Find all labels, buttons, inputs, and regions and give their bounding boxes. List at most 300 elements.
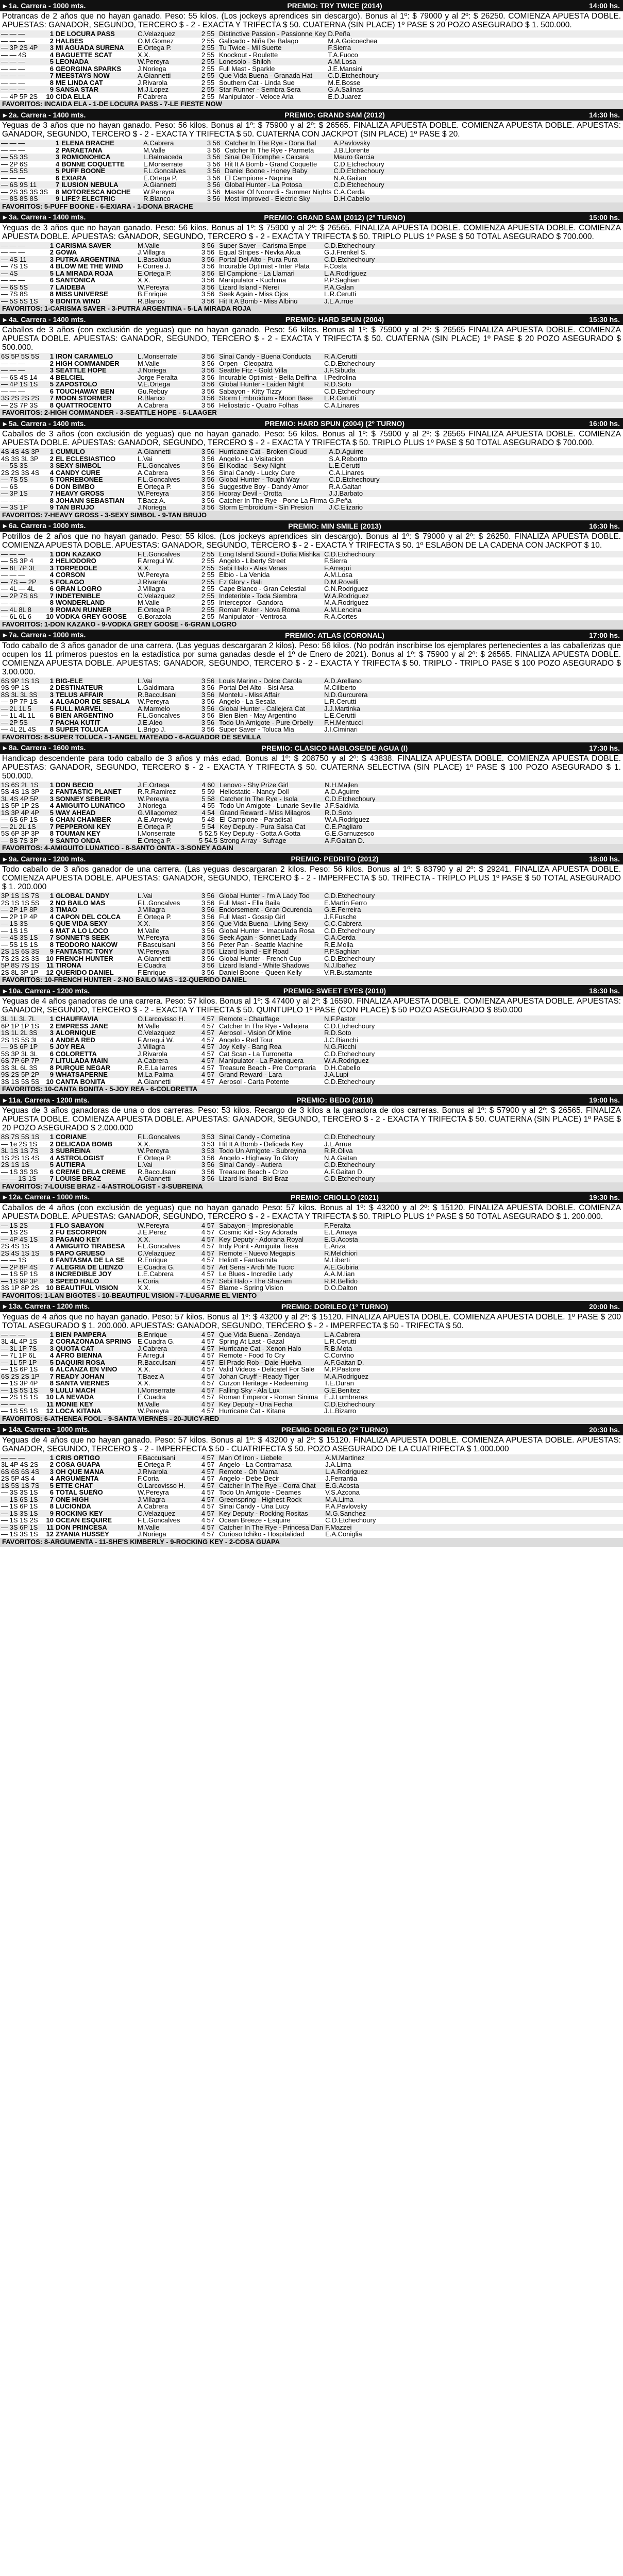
entry-age-weight: 3 56 (198, 367, 218, 374)
table-row (0, 1489, 623, 1496)
table-row (0, 462, 623, 469)
entry-jockey: I.Monserrate (137, 1387, 198, 1394)
entry-jockey: J.Rivarola (137, 1468, 198, 1476)
entry-trainer: R.D.Soto (323, 1029, 623, 1037)
entry-trainer: P.A.Pavlovsky (325, 1503, 367, 1510)
entry-pedigree: Curzon Heritage - Redeeming (219, 1380, 308, 1387)
race-conditions: Caballos de 4 años (con exclusión de yeguas) que no hayan ganado Peso: 57 kilos. Bonus al 1º: $ 43200 y al 2º: $ 15120. FINALIZA APUESTA DOBLE. COMIENZA APUESTA DOBLE. APUESTAS: GANADOR, SEGUNDO, TERCERO $ - 2 - EXACTA Y TRIFECTA $ 50. TRIPLO PLUS 1º PASE $ 50 TOTAL ASEGURADO $ 1. 200.000. (2, 1203, 621, 1221)
entry-age-weight: 4 57 (198, 1264, 218, 1271)
entry-recent-form: — 2S 7P 3S (1, 401, 38, 409)
entry-pedigree: Angelo - La Contramasa (219, 1461, 292, 1468)
table-row (0, 782, 623, 789)
entry-jockey: A.Marmelo (137, 705, 198, 713)
entry-horse: CIDA ELLA (56, 93, 91, 100)
entry-number: 9 (43, 298, 55, 305)
entry-jockey: W.Pereyra (137, 284, 198, 291)
entry-trainer: C.D.Etchechoury (323, 256, 623, 263)
entry-number: 2 (49, 1229, 54, 1236)
entry-horse: ELENA BRACHE (60, 140, 142, 147)
entry-horse: TIRONA (55, 962, 137, 969)
entry-horse: ROMIONOHICA (60, 154, 142, 161)
entry-age-weight: 5 59 (201, 788, 215, 795)
entry-trainer: C.D.Etchechoury (323, 1161, 623, 1168)
table-row (0, 837, 623, 844)
entry-age-weight: 3 56 (201, 927, 215, 934)
entry-age-weight: 4 57 (198, 1043, 218, 1050)
entry-age-weight: 5 58 (198, 795, 218, 803)
entry-number: 12 (46, 969, 54, 976)
entry-horse: ONE HIGH (55, 1496, 137, 1503)
entry-horse: TOTAL SUEÑO (56, 1489, 103, 1496)
race-number: ▸ 11a. Carrera - 1200 mts. (3, 1095, 90, 1104)
entry-jockey: C.Velazquez (137, 1510, 198, 1517)
entry-horse: CREME DELA CREME (56, 1168, 126, 1175)
entry-horse: QUERIDO DANIEL (56, 969, 114, 976)
entry-age-weight: 3 56 (201, 969, 215, 976)
entry-pedigree: Ez Glory - Bali (218, 579, 323, 586)
entry-recent-form: — 2L 1L 5 (0, 705, 43, 713)
entry-age-weight: 2 55 (201, 599, 215, 606)
entry-recent-form: — 7S 5S (0, 476, 43, 483)
entry-horse: BEAUTIFUL VISION (56, 1284, 119, 1292)
table-row (0, 469, 623, 477)
entry-pedigree: Man Of Iron - Liebele (218, 1454, 324, 1462)
entry-recent-form: — 1S 1S (1, 927, 28, 934)
entry-horse: PACHA KUTIT (55, 719, 137, 726)
entry-age-weight: 3 56 (198, 270, 218, 277)
entry-age-weight: 4 57 (198, 1222, 218, 1229)
entry-pedigree: Que Vida Buena - Living Sexy (218, 920, 323, 927)
entry-number: 7 (43, 1175, 55, 1182)
entry-number: 1 (43, 677, 55, 685)
entry-jockey: F.L.Goncalves (138, 1243, 180, 1250)
entry-recent-form: — 4P 1S 1S (0, 381, 43, 388)
entry-horse: BIG-ELE (55, 677, 137, 685)
entry-recent-form: — — — (0, 367, 43, 374)
entry-jockey: X.X. (138, 51, 150, 58)
entry-recent-form: 4S 3S 3L 3P (1, 455, 39, 462)
entry-number: 9 (43, 837, 55, 844)
entry-number: 1 (43, 1331, 55, 1338)
entry-number: 5 (43, 1250, 55, 1257)
entries-table (0, 448, 623, 511)
entry-number: 5 (43, 579, 55, 586)
entry-jockey: F.Cabrera (138, 93, 167, 100)
entry-jockey: L.Vai (137, 1161, 198, 1168)
entry-horse: ROMAN RUNNER (55, 606, 137, 614)
entry-age-weight: 2 55 (201, 613, 215, 620)
entry-age-weight: 3 53 (198, 1147, 218, 1155)
entry-horse: MOTORESCA NOCHE (61, 188, 131, 195)
favorites-line: FAVORITOS: 1-DON KAZAKO - 9-VODKA GREY GOOSE - 6-GRAN LOGRO (0, 620, 623, 630)
entry-number: 3 (43, 367, 55, 374)
race-header (0, 520, 623, 532)
entry-trainer: F.Peralta (323, 1222, 623, 1229)
entry-age-weight: 3 56 (201, 726, 215, 733)
race-prize: PREMIO: GRAND SAM (2012) (2º TURNO) (264, 213, 406, 222)
entry-horse: DON KAZAKO (55, 551, 137, 558)
race-time: 15:30 hs. (589, 315, 620, 324)
entry-horse: BIEN ARGENTINO (56, 712, 114, 719)
entry-age-weight: 4 57 (198, 1278, 218, 1285)
entry-age-weight: 5 54.5 (199, 837, 218, 844)
entry-pedigree: Art Sena - Arch Me Tucrc (218, 1264, 323, 1271)
entry-jockey: T.Bacz A. (138, 497, 166, 504)
entry-number: 1 (43, 551, 55, 558)
entry-horse: SONNET'S SEEK (55, 934, 137, 941)
entry-jockey: W.Pereyra (138, 1489, 169, 1496)
entry-jockey: F.L.Goncalves (138, 1517, 180, 1524)
entry-recent-form: — 1S 2S (1, 1229, 28, 1236)
entry-horse: LEONADA (55, 58, 137, 65)
entry-age-weight: 4 57 (201, 1243, 215, 1250)
race-number: ▸ 13a. Carrera - 1200 mts. (3, 1302, 90, 1310)
entry-age-weight: 4 57 (198, 1454, 218, 1462)
entry-number: 4 (49, 1154, 54, 1161)
race-time: 14:00 hs. (589, 2, 620, 10)
entry-recent-form: — — — (0, 86, 43, 93)
entry-jockey: Gu.Rebuy (138, 387, 168, 395)
entry-trainer: A.M.Losa (327, 58, 623, 65)
favorites-line: FAVORITOS: 7-LOUISE BRAZ - 4-ASTROLOGIST - 3-SUBREINA (0, 1182, 623, 1192)
entry-pedigree: Que Vida Buena - Zendaya (218, 1331, 323, 1338)
table-row (0, 189, 623, 196)
entry-horse: LITULADA MAIN (55, 1057, 137, 1064)
table-row (0, 291, 623, 298)
entry-recent-form: — — 1S (1, 1257, 27, 1264)
table-row (0, 58, 623, 65)
table-row (0, 906, 623, 913)
entry-horse: FANTASMA DE LA SE (56, 1257, 125, 1264)
table-row (0, 1071, 623, 1078)
entry-recent-form: — 6S 4S 14 (1, 374, 38, 381)
entry-trainer: M.E.Bosse (328, 79, 361, 86)
entry-recent-form: — 2P 5S (0, 719, 43, 726)
race-header (0, 314, 623, 325)
entry-jockey: A.Giannetti (137, 448, 198, 455)
entry-pedigree: Catcher In The Rye - Princesa Dan (219, 1523, 324, 1531)
entry-pedigree: Master Of Noonrdi - Summer Nights (225, 188, 332, 195)
table-row (0, 712, 623, 719)
entry-jockey: O.Larcovisso H. (137, 1015, 198, 1023)
entry-jockey: R.Blanco (142, 195, 204, 202)
entry-pedigree: Sebi Halo - Alas Venas (218, 565, 323, 572)
entry-pedigree: Cape Blanco - Gran Celestial (219, 585, 306, 592)
entry-recent-form: — 7S — 2P (0, 579, 43, 586)
entry-horse: ASTROLOGIST (56, 1154, 104, 1161)
entry-trainer: E.L.Amaya (324, 1229, 357, 1236)
table-row (0, 30, 623, 38)
entry-trainer: C.D.Etchechoury (332, 181, 623, 189)
table-row (0, 1454, 623, 1462)
entry-jockey: L.Vai (138, 455, 153, 462)
entry-number: 2 (55, 146, 60, 154)
entry-number: 9 (43, 948, 55, 955)
entry-pedigree: Incurable Optimist - Inter Plata (219, 263, 310, 270)
entry-age-weight: 3 56 (201, 263, 215, 270)
entry-pedigree: Manipulator - Ventrosa (219, 613, 287, 620)
entry-horse: ME LINDA CAT (56, 79, 103, 86)
entry-recent-form: 1S 2S 1S 4S (1, 1154, 40, 1161)
entry-number: 3 (43, 44, 55, 52)
entry-trainer: A.D.Aguirre (328, 448, 623, 455)
entry-pedigree: Lizard Island - White Shadows (218, 962, 323, 969)
entry-trainer: J.L.Bizarro (324, 1408, 357, 1415)
entry-recent-form: — — — (0, 1331, 43, 1338)
table-row (0, 941, 623, 948)
table-row (0, 1015, 623, 1023)
table-row (0, 249, 623, 256)
entry-trainer: J.B.Llorente (333, 146, 369, 154)
entry-number: 1 (43, 892, 55, 900)
table-row (0, 962, 623, 969)
table-row (0, 374, 623, 381)
race-number: ▸ 14a. Carrera - 1000 mts. (3, 1425, 90, 1433)
entry-jockey: A.Giannetti (138, 955, 171, 962)
entry-jockey: F.Coria (137, 1278, 198, 1285)
table-row (0, 367, 623, 374)
entries-table (0, 1222, 623, 1292)
entry-recent-form: 2S 1S 6S 3S (0, 948, 43, 955)
table-row (0, 809, 623, 817)
entry-pedigree: Remote - Food To Cry (219, 1352, 285, 1359)
entry-jockey: X.X. (138, 277, 150, 284)
table-row (0, 1408, 623, 1415)
table-row (0, 270, 623, 277)
table-row (0, 571, 623, 579)
entry-pedigree: Joy Kelly - Bang Rea (218, 1043, 323, 1050)
entry-horse: MISS UNIVERSE (56, 291, 108, 298)
entry-trainer: E.G.Acosta (324, 1482, 623, 1489)
race-block (0, 1424, 623, 1547)
entry-recent-form: 3L 1S 1S 7S (0, 1147, 43, 1155)
entry-number: 2 (49, 360, 54, 367)
entry-jockey: M.Valle (138, 360, 160, 367)
table-row (0, 44, 623, 52)
entry-jockey: E.Ortega P. (138, 1461, 172, 1468)
entry-number: 9 (49, 195, 60, 202)
entry-recent-form: — 5S 5S 1S (0, 298, 43, 305)
entry-pedigree: El Campione - Naprina (225, 174, 293, 181)
race-number: ▸ 8a. Carrera - 1600 mts. (3, 743, 86, 752)
entry-pedigree: El Kodiac - Sexy Night (218, 462, 328, 469)
entry-recent-form: — 1S 6P 1S (1, 1366, 38, 1373)
entry-number: 10 (46, 613, 54, 620)
entry-pedigree: Catcher In The Rye - Dona Bal (224, 140, 332, 147)
entry-pedigree: Manipulator - La Palenquera (218, 1057, 323, 1064)
entry-pedigree: Roman Ruler - Nova Roma (218, 606, 323, 614)
entry-pedigree: Catcher In The Rye - Isola (218, 795, 324, 803)
entry-recent-form: 3L 4S 4P 5P (0, 795, 43, 803)
race-time: 18:00 hs. (589, 855, 620, 863)
entry-pedigree: Hooray Devil - Orotta (218, 490, 328, 497)
entry-trainer: E.Ariza (324, 1243, 346, 1250)
table-row (0, 175, 623, 182)
table-row (0, 1366, 623, 1373)
entry-horse: ETTE CHAT (55, 1482, 137, 1489)
entry-trainer: C.D.Etchechoury (324, 955, 375, 962)
entry-horse: BAGUETTE SCAT (56, 51, 112, 58)
entry-age-weight: 3 56 (201, 712, 215, 719)
entry-recent-form: — 1S 9P 3P (0, 1278, 43, 1285)
table-row (0, 388, 623, 395)
entry-pedigree: Hit It A Bomb - Grand Coquette (225, 160, 317, 167)
race-conditions: Potrancas de 2 años que no hayan ganado. Peso: 55 kilos. (Los jockeys aprendices sin descargo). Bonus al 1º: $ 79000 y al 2º: $ 26250. COMIENZA APUESTA DOBLE. APUESTAS: GANADOR, SEGUNDO, TERCERO $ - 2 - EXACTA Y TRIFECTA $ 50. CUATERNA (SIN PLACE) 1º PASE $ 20 POZO ASEGURADO $ 1. 500.000. (2, 12, 621, 29)
entry-recent-form: — — — (0, 242, 43, 249)
entry-number: 7 (43, 934, 55, 941)
entry-jockey: J.Rivarola (138, 79, 167, 86)
entries-table (0, 1133, 623, 1182)
entry-age-weight: 4 57 (201, 1050, 215, 1057)
entry-recent-form: 3L 4L 4P 1S (1, 1338, 38, 1345)
entry-trainer: R.A.Cortes (324, 613, 357, 620)
entry-recent-form: 8S 7S 5S 1S (0, 1133, 43, 1141)
entry-horse: SANTA VIERNES (56, 1380, 110, 1387)
entry-trainer: J.A.Lupi (323, 1071, 623, 1078)
entry-age-weight: 4 57 (198, 1496, 218, 1503)
entry-trainer: N.J.Ibañez (323, 962, 623, 969)
entry-pedigree: Roman Emperor - Roman Sinima (219, 1394, 318, 1401)
entry-pedigree: Seattle Fitz - Gold Villa (218, 367, 323, 374)
table-row (0, 726, 623, 733)
entry-number: 2 (49, 249, 54, 256)
entry-pedigree: Orpen - Cleopatra (219, 360, 273, 367)
entry-horse: DAQUIRI ROSA (55, 1359, 137, 1366)
entry-number: 12 (46, 1408, 54, 1415)
table-row (0, 38, 623, 45)
entry-pedigree: Lonesolo - Shiloh (218, 58, 327, 65)
table-row (0, 1043, 623, 1050)
entry-trainer: M.A.Rodriguez (324, 599, 368, 606)
entry-pedigree: Sabayon - Impresionable (218, 1222, 323, 1229)
entry-age-weight: 2 55 (198, 86, 218, 93)
race-header (0, 109, 623, 121)
entry-pedigree: Aerosol - Vision Of Mine (218, 1029, 323, 1037)
entry-recent-form: — 5S 5S (0, 167, 49, 175)
entry-age-weight: 3 56 (198, 962, 218, 969)
entry-number: 6 (49, 712, 54, 719)
entry-age-weight: 3 53 (198, 1133, 218, 1141)
entry-recent-form: 1S 3P 4P 4P (0, 809, 43, 817)
entry-trainer: A.E.Gubiria (323, 1264, 623, 1271)
entry-jockey: C.Velazquez (137, 592, 198, 600)
table-row (0, 579, 623, 586)
race-block (0, 985, 623, 1094)
entry-number: 8 (49, 401, 54, 409)
entry-trainer: D.Peña (327, 30, 623, 38)
table-row (0, 402, 623, 409)
entry-recent-form: — 3S 6P 1S (0, 1524, 43, 1531)
entry-pedigree: Bien Bien - May Argentino (219, 712, 297, 719)
entry-age-weight: 3 56 (198, 719, 218, 726)
entry-trainer: C.D.Etchechoury (328, 476, 623, 483)
entry-age-weight: 4 57 (198, 1482, 218, 1489)
race-block (0, 853, 623, 985)
entry-jockey: E.Ortega P. (137, 837, 198, 844)
entry-number: 2 (49, 455, 54, 462)
entry-horse: BLOW ME THE WIND (56, 263, 123, 270)
entry-pedigree: Angelo - Highway To Glory (219, 1154, 298, 1161)
entry-pedigree: Manipulator - Kuchima (219, 277, 287, 284)
entry-number: 4 (49, 1243, 54, 1250)
entry-age-weight: 5 52.5 (199, 830, 218, 837)
entry-age-weight: 3 56 (198, 448, 218, 455)
entry-horse: HEAVY GROSS (55, 490, 137, 497)
entry-recent-form: 7S 2S 2S 3S (1, 955, 40, 962)
entry-pedigree: Knockout - Roulette (219, 51, 278, 58)
favorites-line: FAVORITOS: 5-PUFF BOONE - 6-EXIARA - 1-DONA BRACHE (0, 202, 623, 212)
entry-horse: SPEED HALO (55, 1278, 137, 1285)
entry-age-weight: 3 56 (201, 455, 215, 462)
entry-age-weight: 3 56 (201, 291, 215, 298)
entry-number: 6 (49, 1366, 54, 1373)
table-row (0, 892, 623, 900)
entry-number: 4 (49, 374, 54, 381)
table-row (0, 72, 623, 79)
entry-recent-form: — — — (0, 58, 43, 65)
entry-age-weight: 3 56 (207, 160, 221, 167)
entry-age-weight: 4 57 (201, 1503, 215, 1510)
entry-pedigree: Hurricane Cat - Xenon Halo (218, 1345, 323, 1352)
entry-number: 5 (43, 58, 55, 65)
table-row (0, 1050, 623, 1058)
entries-table (0, 30, 623, 100)
entry-trainer: C.D.Etchechoury (323, 242, 623, 249)
entry-age-weight: 3 56 (198, 298, 218, 305)
table-row (0, 1168, 623, 1176)
entry-jockey: W.Pereyra (137, 948, 198, 955)
entry-age-weight: 2 55 (201, 93, 215, 100)
entry-pedigree: Interceptor - Gandora (219, 599, 283, 606)
entry-pedigree: Curioso Ichiko - Hospitalidad (219, 1531, 305, 1538)
entry-trainer: C.D.Etchechoury (333, 160, 384, 167)
entry-pedigree: Incurable Optimist - Bella Delfina (219, 374, 317, 381)
entry-jockey: E.Cuadra G. (138, 1338, 175, 1345)
entry-trainer: C.D.Etchechoury (324, 1050, 375, 1057)
entry-horse: TELUS AFFAIR (55, 691, 137, 699)
race-number: ▸ 1a. Carrera - 1000 mts. (3, 1, 86, 10)
entry-pedigree: Suggestive Boy - Dandy Amor (219, 483, 309, 490)
entry-recent-form: — 8S 8S 8S (0, 195, 49, 202)
entry-age-weight: 3 56 (198, 934, 218, 941)
entry-number: 11 (43, 1524, 55, 1531)
entry-jockey: R.Blanco (137, 395, 198, 402)
entry-jockey: A.Giannetti (137, 72, 198, 79)
entry-jockey: X.X. (138, 1380, 150, 1387)
entries-table (0, 782, 623, 844)
table-row (0, 65, 623, 73)
entry-pedigree: Global Hunter - La Potosa (224, 181, 332, 189)
entries-table (0, 1331, 623, 1415)
entry-number: 8 (49, 291, 54, 298)
table-row (0, 195, 623, 202)
entry-trainer: Mauro Garcia (332, 154, 623, 161)
race-header (0, 212, 623, 223)
entry-number: 4 (49, 913, 54, 920)
entry-age-weight: 3 56 (201, 1154, 215, 1161)
entry-pedigree: Todo Un Amigote - Lunarie Seville (220, 802, 321, 809)
entry-pedigree: Manipulator - Veloce Aria (219, 93, 294, 100)
entry-horse: MI AGUADA SURENA (55, 44, 137, 52)
entry-trainer: M.Liberti (324, 1257, 350, 1264)
table-row (0, 913, 623, 921)
entry-jockey: M.La Palma (137, 1071, 198, 1078)
entry-age-weight: 5 54 (198, 823, 218, 831)
entry-number: 2 (49, 1022, 54, 1029)
entry-age-weight: 3 56 (201, 684, 215, 691)
entry-recent-form: 4S 4S 4S 3P (0, 448, 43, 455)
entry-recent-form: — 6L 6L 6 (1, 613, 32, 620)
